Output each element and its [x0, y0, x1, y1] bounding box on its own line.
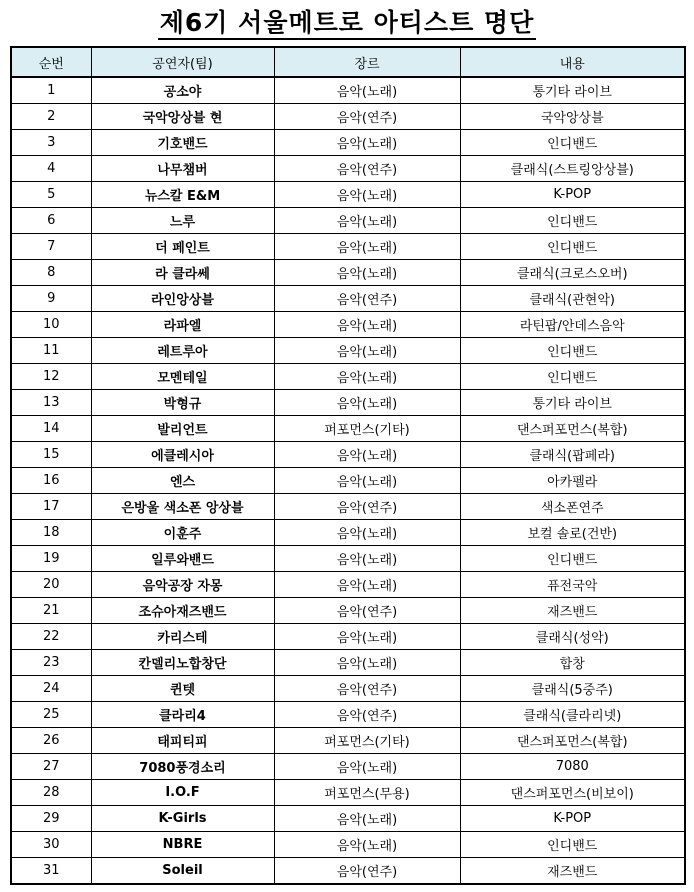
cell-number: 10 — [11, 312, 91, 338]
cell-number: 3 — [11, 130, 91, 156]
cell-number: 18 — [11, 520, 91, 546]
cell-performer: 나무챔버 — [91, 156, 274, 182]
table-row — [11, 260, 685, 286]
table-row — [11, 728, 685, 754]
cell-performer: 칸델리노합창단 — [91, 650, 274, 676]
cell-genre: 음악(노래) — [274, 260, 460, 286]
cell-performer: 태피티피 — [91, 728, 274, 754]
table-row — [11, 442, 685, 468]
cell-content: 보컬 솔로(건반) — [460, 520, 685, 546]
cell-content: 인디밴드 — [460, 364, 685, 390]
cell-genre: 음악(노래) — [274, 312, 460, 338]
cell-genre: 음악(연주) — [274, 598, 460, 624]
cell-number: 25 — [11, 702, 91, 728]
table-row — [11, 286, 685, 312]
cell-content: 클래식(성악) — [460, 624, 685, 650]
cell-number: 26 — [11, 728, 91, 754]
cell-genre: 음악(노래) — [274, 234, 460, 260]
cell-number: 8 — [11, 260, 91, 286]
cell-performer: 일루와밴드 — [91, 546, 274, 572]
table-row — [11, 338, 685, 364]
table-row — [11, 650, 685, 676]
cell-genre: 음악(연주) — [274, 702, 460, 728]
cell-content: 인디밴드 — [460, 338, 685, 364]
table-row — [11, 520, 685, 546]
cell-genre: 음악(노래) — [274, 468, 460, 494]
cell-performer: 라파엘 — [91, 312, 274, 338]
table-row — [11, 754, 685, 780]
cell-number: 9 — [11, 286, 91, 312]
table-body — [11, 77, 685, 884]
cell-content: 통기타 라이브 — [460, 77, 685, 104]
cell-content: 퓨전국악 — [460, 572, 685, 598]
cell-genre: 음악(노래) — [274, 546, 460, 572]
cell-performer: 은방울 색소폰 앙상블 — [91, 494, 274, 520]
cell-content: 국악앙상블 — [460, 104, 685, 130]
header-number: 순번 — [11, 47, 91, 77]
cell-number: 5 — [11, 182, 91, 208]
cell-content: 인디밴드 — [460, 546, 685, 572]
cell-content: 클래식(클라리넷) — [460, 702, 685, 728]
cell-performer: 공소야 — [91, 77, 274, 104]
cell-content: 댄스퍼포먼스(비보이) — [460, 780, 685, 806]
table-row — [11, 858, 685, 885]
page-title — [0, 3, 694, 39]
cell-genre: 퍼포먼스(무용) — [274, 780, 460, 806]
cell-genre: 음악(노래) — [274, 832, 460, 858]
cell-genre: 음악(노래) — [274, 572, 460, 598]
table-row — [11, 676, 685, 702]
cell-genre: 음악(연주) — [274, 676, 460, 702]
table-row — [11, 702, 685, 728]
cell-content: 색소폰연주 — [460, 494, 685, 520]
cell-content: 통기타 라이브 — [460, 390, 685, 416]
cell-performer: 카리스테 — [91, 624, 274, 650]
cell-performer: 이훈주 — [91, 520, 274, 546]
cell-content: 클래식(크로스오버) — [460, 260, 685, 286]
cell-number: 29 — [11, 806, 91, 832]
cell-number: 21 — [11, 598, 91, 624]
header-performer: 공연자(팀) — [91, 47, 274, 77]
cell-genre: 음악(노래) — [274, 650, 460, 676]
cell-number: 22 — [11, 624, 91, 650]
cell-content: 댄스퍼포먼스(복합) — [460, 728, 685, 754]
table-row — [11, 182, 685, 208]
cell-content: K-POP — [460, 806, 685, 832]
table-row — [11, 572, 685, 598]
cell-performer: 라 클라쎄 — [91, 260, 274, 286]
table-row — [11, 390, 685, 416]
cell-number: 7 — [11, 234, 91, 260]
cell-genre: 음악(노래) — [274, 130, 460, 156]
cell-number: 17 — [11, 494, 91, 520]
table-row — [11, 208, 685, 234]
cell-genre: 음악(노래) — [274, 520, 460, 546]
cell-number: 27 — [11, 754, 91, 780]
header-content: 내용 — [460, 47, 685, 77]
cell-number: 2 — [11, 104, 91, 130]
table-row — [11, 130, 685, 156]
table-row — [11, 416, 685, 442]
cell-content: 재즈밴드 — [460, 858, 685, 885]
cell-performer: 느루 — [91, 208, 274, 234]
cell-performer: I.O.F — [91, 780, 274, 806]
table-row — [11, 364, 685, 390]
cell-content: 클래식(팝페라) — [460, 442, 685, 468]
cell-genre: 음악(연주) — [274, 858, 460, 885]
cell-performer: 뉴스칼 E&M — [91, 182, 274, 208]
cell-performer: 7080풍경소리 — [91, 754, 274, 780]
table-header — [11, 47, 685, 77]
cell-genre: 음악(노래) — [274, 77, 460, 104]
cell-content: 라틴팝/안데스음악 — [460, 312, 685, 338]
cell-number: 16 — [11, 468, 91, 494]
cell-number: 12 — [11, 364, 91, 390]
cell-performer: 에클레시아 — [91, 442, 274, 468]
cell-content: K-POP — [460, 182, 685, 208]
cell-performer: 기호밴드 — [91, 130, 274, 156]
cell-number: 31 — [11, 858, 91, 885]
cell-genre: 음악(노래) — [274, 624, 460, 650]
cell-genre: 음악(노래) — [274, 208, 460, 234]
cell-performer: 더 페인트 — [91, 234, 274, 260]
cell-genre: 음악(노래) — [274, 390, 460, 416]
cell-number: 24 — [11, 676, 91, 702]
cell-genre: 퍼포먼스(기타) — [274, 728, 460, 754]
cell-content: 댄스퍼포먼스(복합) — [460, 416, 685, 442]
table-row — [11, 156, 685, 182]
cell-performer: 음악공장 자몽 — [91, 572, 274, 598]
cell-number: 28 — [11, 780, 91, 806]
cell-performer: 라인앙상블 — [91, 286, 274, 312]
cell-genre: 음악(연주) — [274, 104, 460, 130]
table-row — [11, 780, 685, 806]
cell-performer: 클라리4 — [91, 702, 274, 728]
cell-performer: 국악앙상블 현 — [91, 104, 274, 130]
cell-performer: Soleil — [91, 858, 274, 885]
table-row — [11, 624, 685, 650]
cell-number: 23 — [11, 650, 91, 676]
cell-performer: 박형규 — [91, 390, 274, 416]
cell-genre: 음악(노래) — [274, 754, 460, 780]
cell-number: 11 — [11, 338, 91, 364]
title-area — [0, 0, 694, 44]
cell-performer: 퀸텟 — [91, 676, 274, 702]
cell-genre: 음악(노래) — [274, 806, 460, 832]
cell-genre: 음악(노래) — [274, 442, 460, 468]
header-row — [11, 47, 685, 77]
cell-genre: 음악(연주) — [274, 494, 460, 520]
cell-content: 재즈밴드 — [460, 598, 685, 624]
cell-genre: 음악(노래) — [274, 182, 460, 208]
cell-content: 인디밴드 — [460, 130, 685, 156]
cell-genre: 음악(연주) — [274, 156, 460, 182]
cell-content: 인디밴드 — [460, 208, 685, 234]
cell-genre: 음악(노래) — [274, 364, 460, 390]
cell-content: 인디밴드 — [460, 832, 685, 858]
cell-number: 14 — [11, 416, 91, 442]
table-row — [11, 312, 685, 338]
cell-performer: 모멘테일 — [91, 364, 274, 390]
cell-number: 15 — [11, 442, 91, 468]
table-row — [11, 806, 685, 832]
table-row — [11, 494, 685, 520]
cell-number: 1 — [11, 77, 91, 104]
cell-performer: K-Girls — [91, 806, 274, 832]
cell-number: 4 — [11, 156, 91, 182]
table-row — [11, 546, 685, 572]
page-title-text: 제6기 서울메트로 아티스트 명단 — [158, 8, 536, 40]
cell-content: 합창 — [460, 650, 685, 676]
cell-number: 6 — [11, 208, 91, 234]
cell-content: 클래식(스트링앙상블) — [460, 156, 685, 182]
table-row — [11, 598, 685, 624]
cell-content: 7080 — [460, 754, 685, 780]
table-row — [11, 104, 685, 130]
cell-number: 30 — [11, 832, 91, 858]
header-genre: 장르 — [274, 47, 460, 77]
artist-table — [10, 46, 686, 885]
cell-performer: 레트루아 — [91, 338, 274, 364]
table-row — [11, 77, 685, 104]
cell-performer: NBRE — [91, 832, 274, 858]
cell-content: 클래식(5중주) — [460, 676, 685, 702]
table-row — [11, 468, 685, 494]
cell-content: 인디밴드 — [460, 234, 685, 260]
cell-number: 19 — [11, 546, 91, 572]
cell-number: 20 — [11, 572, 91, 598]
cell-performer: 발리언트 — [91, 416, 274, 442]
cell-number: 13 — [11, 390, 91, 416]
cell-genre: 음악(노래) — [274, 338, 460, 364]
table-row — [11, 234, 685, 260]
cell-content: 아카펠라 — [460, 468, 685, 494]
table-row — [11, 832, 685, 858]
cell-performer: 조슈아재즈밴드 — [91, 598, 274, 624]
cell-content: 클래식(관현악) — [460, 286, 685, 312]
cell-performer: 엔스 — [91, 468, 274, 494]
cell-genre: 음악(연주) — [274, 286, 460, 312]
cell-genre: 퍼포먼스(기타) — [274, 416, 460, 442]
